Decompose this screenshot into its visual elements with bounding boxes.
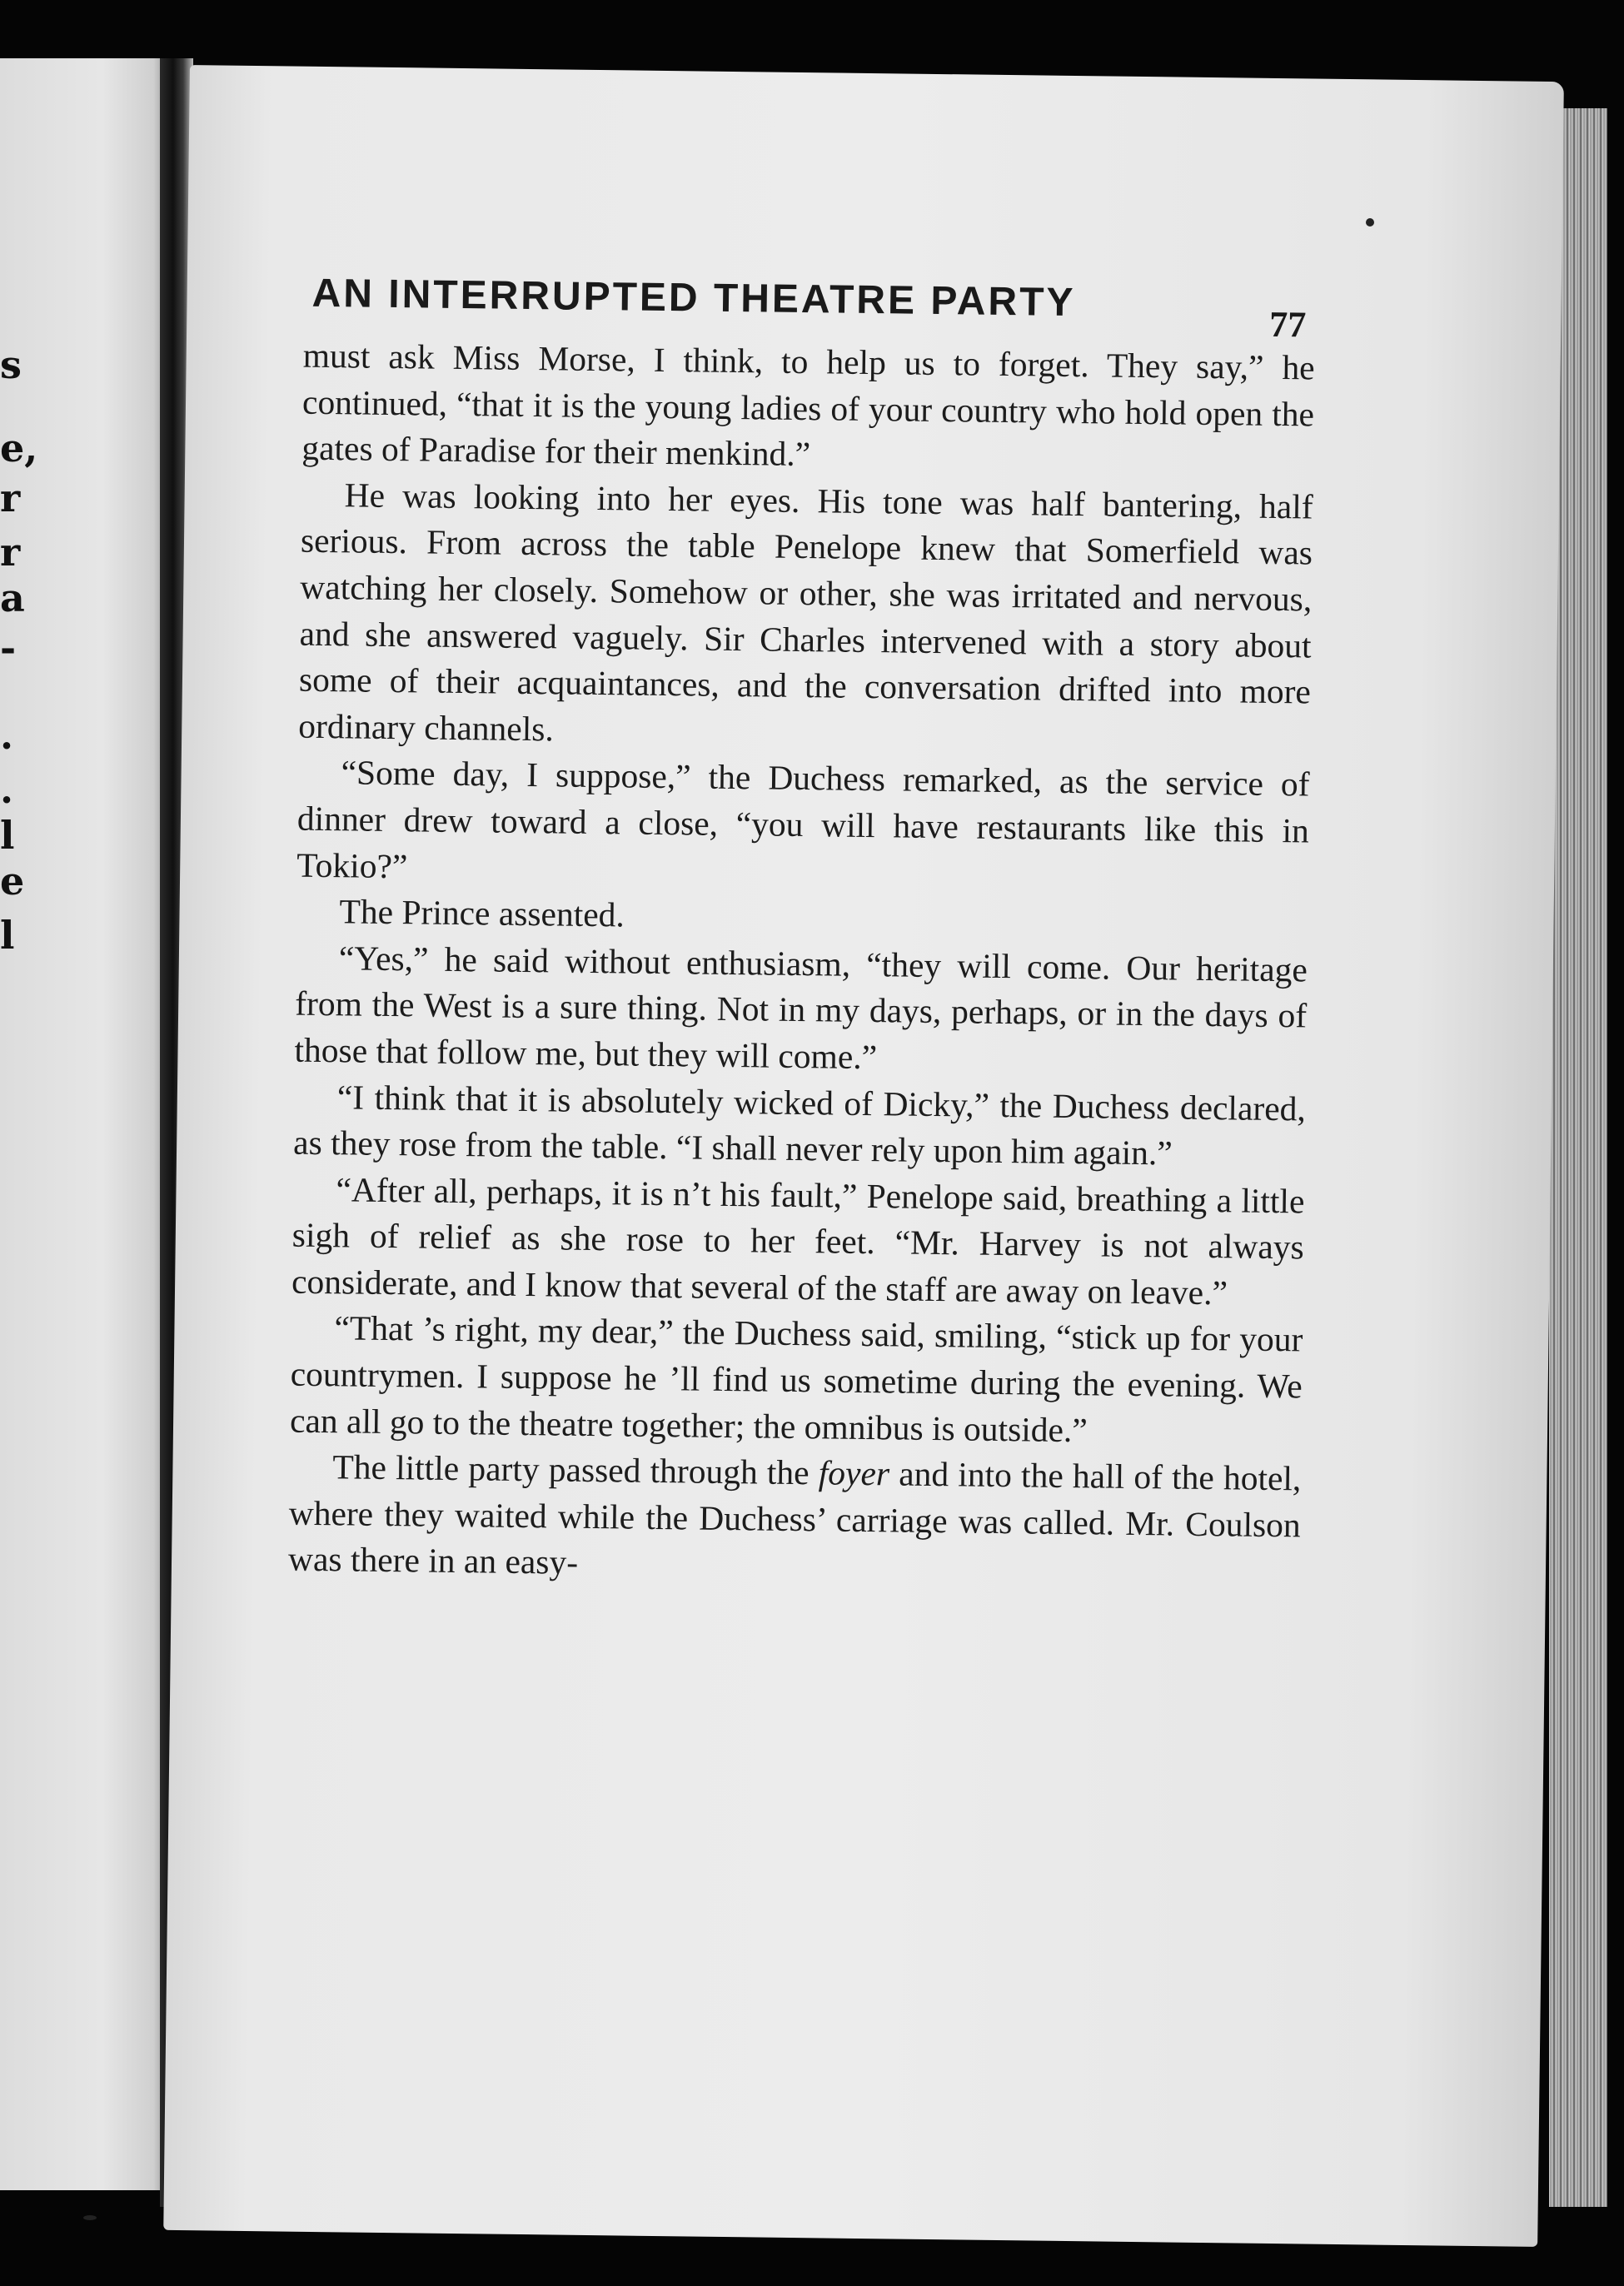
paragraph	[288, 1444, 1302, 1596]
left-page-fragment: l	[0, 813, 15, 858]
paragraph: He was looking into her eyes. His tone was half bantering, half serious. From across the table Penelope knew that Somerfield was watching her closely. Somehow or other, she was irritated and nervous, and she answered vaguely. Sir Charles intervened with a story about some of their acquaintances, and the conversation drifted into more ordinary channels.	[298, 476, 1313, 749]
left-page-fragment: r	[0, 530, 21, 575]
left-page-fragment: a	[0, 575, 25, 620]
paragraph: “After all, perhaps, it is n’t his fault,” Penelope said, breathing a little sigh of relief as she rose to her feet. “Mr. Harvey is not always considerate, and I know that several of the staff are away on leave.”	[291, 1169, 1305, 1312]
paragraph-text: and into the hall of the hotel, where they waited while the Duchess’ carriage was called. Mr. Coulson was there in an easy-	[287, 1454, 1302, 1582]
paragraph: “I think that it is absolutely wicked of Dicky,” the Duchess declared, as they rose from the table. “I shall never rely upon him again.”	[292, 1077, 1307, 1173]
paragraph: “Yes,” he said without enthusiasm, “they will come. Our heritage from the West is a sure thing. Not in my days, perhaps, or in the days of those that follow me, but they will come.”	[294, 938, 1308, 1077]
dust-speck	[1366, 218, 1374, 227]
paragraph: must ask Miss Morse, I think, to help us to forget. They say,” he continued, “that it is the young ladies of your country who hold open the gates of Paradise for their menkind.”	[301, 336, 1315, 474]
book-page	[163, 65, 1564, 2247]
left-page-fragment: l	[0, 913, 15, 958]
italic-word: foyer	[818, 1453, 890, 1493]
paragraph-text: The little party passed through the	[332, 1447, 819, 1492]
paragraph: “Some day, I suppose,” the Duchess remarked, as the service of dinner drew toward a close, “you will have restaurants like this in Tokio?”	[296, 753, 1310, 885]
left-page-fragment: .	[0, 713, 14, 758]
left-page-fragment: .	[0, 767, 14, 812]
left-page-fragment: r	[0, 476, 21, 520]
left-page-fragment: s	[0, 342, 22, 387]
dust-speck	[83, 2215, 97, 2220]
left-facing-page	[0, 58, 171, 2190]
page-body	[288, 333, 1315, 1596]
left-page-fragment: e,	[0, 426, 38, 471]
left-page-fragment: e	[0, 859, 25, 904]
paragraph: The Prince assented.	[339, 892, 625, 934]
left-page-fragment: -	[0, 625, 17, 670]
paragraph: “That ’s right, my dear,” the Duchess said, smiling, “stick up for your countrymen. I suppose he ’ll find us sometime during the evening. We can all go to the theatre together; the omnibus is outside.”	[289, 1308, 1303, 1449]
running-title: AN INTERRUPTED THEATRE PARTY	[311, 271, 1076, 326]
page-number: 77	[1268, 303, 1307, 346]
